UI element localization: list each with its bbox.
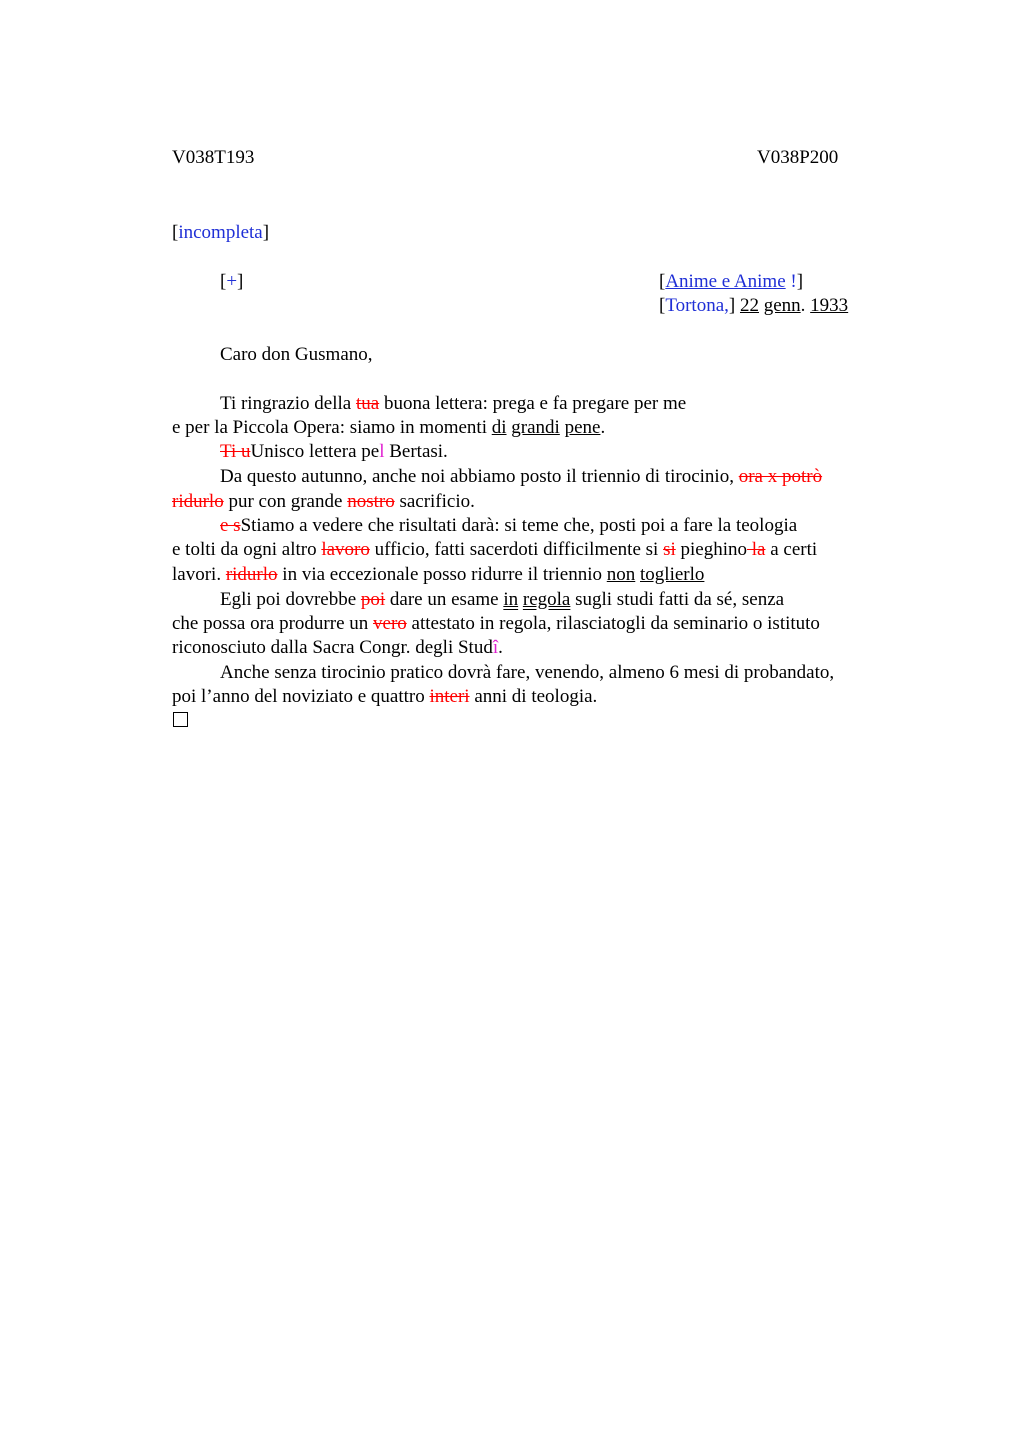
inserted-letter: î xyxy=(492,637,499,658)
bracket-open: [ xyxy=(172,222,179,243)
text: buona lettera: prega e fa pregare per me xyxy=(379,393,687,414)
deleted-text: ridurlo xyxy=(225,564,278,585)
text: . xyxy=(498,637,503,658)
paragraph-3-line-2 xyxy=(172,490,475,514)
underlined-text: toglierlo xyxy=(640,564,705,585)
text: poi l’anno del noviziato e quattro xyxy=(172,686,430,707)
text: sugli studi fatti da sé, senza xyxy=(570,589,785,610)
text: anni di teologia. xyxy=(469,686,598,707)
paragraph-5-line-1 xyxy=(220,588,784,612)
text: lavori. xyxy=(172,564,226,585)
letter-date xyxy=(659,294,848,318)
salutation: Caro don Gusmano, xyxy=(220,344,373,365)
text: in via eccezionale posso ridurre il triennio xyxy=(277,564,607,585)
bracket-close: ] xyxy=(796,271,804,292)
paragraph-3-line-1 xyxy=(220,465,822,489)
date-year: 1933 xyxy=(810,295,849,316)
double-underlined-text: regola xyxy=(522,589,571,610)
deleted-text: nostro xyxy=(347,491,395,512)
underlined-text: pene xyxy=(564,417,601,438)
deleted-text: Ti u xyxy=(220,441,251,462)
underlined-text: grandi xyxy=(511,417,560,438)
letter-heading xyxy=(659,270,803,294)
end-square-icon xyxy=(173,712,188,727)
heading-mark: ! xyxy=(785,271,797,292)
paragraph-6-line-1: Anche senza tirocinio pratico dovrà fare, venendo, almeno 6 mesi di probandato, xyxy=(220,662,835,683)
deleted-text: la xyxy=(747,539,766,560)
paragraph-4-line-1 xyxy=(220,514,797,538)
date-day: 22 xyxy=(739,295,759,316)
bracket-open: [ xyxy=(659,295,666,316)
text: Ti ringrazio della xyxy=(220,393,356,414)
text: dare un esame xyxy=(385,589,504,610)
deleted-text: ridurlo xyxy=(172,491,224,512)
paragraph-2 xyxy=(220,440,448,464)
paragraph-1-line-2 xyxy=(172,416,605,440)
text: Egli poi dovrebbe xyxy=(220,589,361,610)
paragraph-4-line-2 xyxy=(172,538,817,562)
bracket-close: ] xyxy=(728,295,740,316)
deleted-text: e s xyxy=(220,515,241,536)
text: sacrificio. xyxy=(394,491,475,512)
cross-marker xyxy=(220,270,243,294)
underlined-text: di xyxy=(491,417,507,438)
inserted-letter: l xyxy=(379,441,385,462)
text: e per la Piccola Opera: siamo in momenti xyxy=(172,417,492,438)
text: ufficio, fatti sacerdoti difficilmente si xyxy=(369,539,664,560)
double-underlined-text: in xyxy=(503,589,519,610)
text: Unisco lettera pe xyxy=(250,441,380,462)
text: Bertasi. xyxy=(384,441,448,462)
deleted-text: interi xyxy=(429,686,470,707)
status-note xyxy=(172,221,269,245)
date-separator: . xyxy=(800,295,811,316)
bracket-open: [ xyxy=(220,271,227,292)
paragraph-5-line-2 xyxy=(172,612,820,636)
document-code-right: V038P200 xyxy=(757,147,839,168)
status-label: incompleta xyxy=(178,222,263,243)
bracket-close: ] xyxy=(262,222,270,243)
document-code-left: V038T193 xyxy=(172,147,255,168)
heading-link[interactable]: Anime e Anime xyxy=(665,271,786,292)
text: che possa ora produrre un xyxy=(172,613,374,634)
paragraph-6-line-2 xyxy=(172,685,597,709)
deleted-text: vero xyxy=(373,613,407,634)
paragraph-1-line-1 xyxy=(220,392,686,416)
deleted-text: tua xyxy=(355,393,380,414)
deleted-text: lavoro xyxy=(321,539,370,560)
text: Da questo autunno, anche noi abbiamo posto il triennio di tirocinio, xyxy=(220,466,739,487)
deleted-text: ora x potrò xyxy=(738,466,823,487)
text: . xyxy=(600,417,606,438)
text: pur con grande xyxy=(223,491,348,512)
text: Stiamo a vedere che risultati darà: si teme che, posti poi a fare la teologia xyxy=(240,515,798,536)
text: a certi xyxy=(765,539,818,560)
text: pieghino xyxy=(675,539,747,560)
bracket-open: [ xyxy=(659,271,666,292)
cross-icon: + xyxy=(226,271,238,292)
text: riconosciuto dalla Sacra Congr. degli Stud xyxy=(172,637,493,658)
text: e tolti da ogni altro xyxy=(172,539,322,560)
deleted-text: si xyxy=(663,539,676,560)
bracket-close: ] xyxy=(237,271,244,292)
deleted-text: poi xyxy=(360,589,386,610)
paragraph-4-line-3 xyxy=(172,563,704,587)
text: attestato in regola, rilasciatogli da seminario o istituto xyxy=(406,613,820,634)
underlined-text: non xyxy=(606,564,636,585)
paragraph-5-line-3 xyxy=(172,636,503,660)
place-name: Tortona, xyxy=(665,295,729,316)
date-month: genn xyxy=(763,295,801,316)
